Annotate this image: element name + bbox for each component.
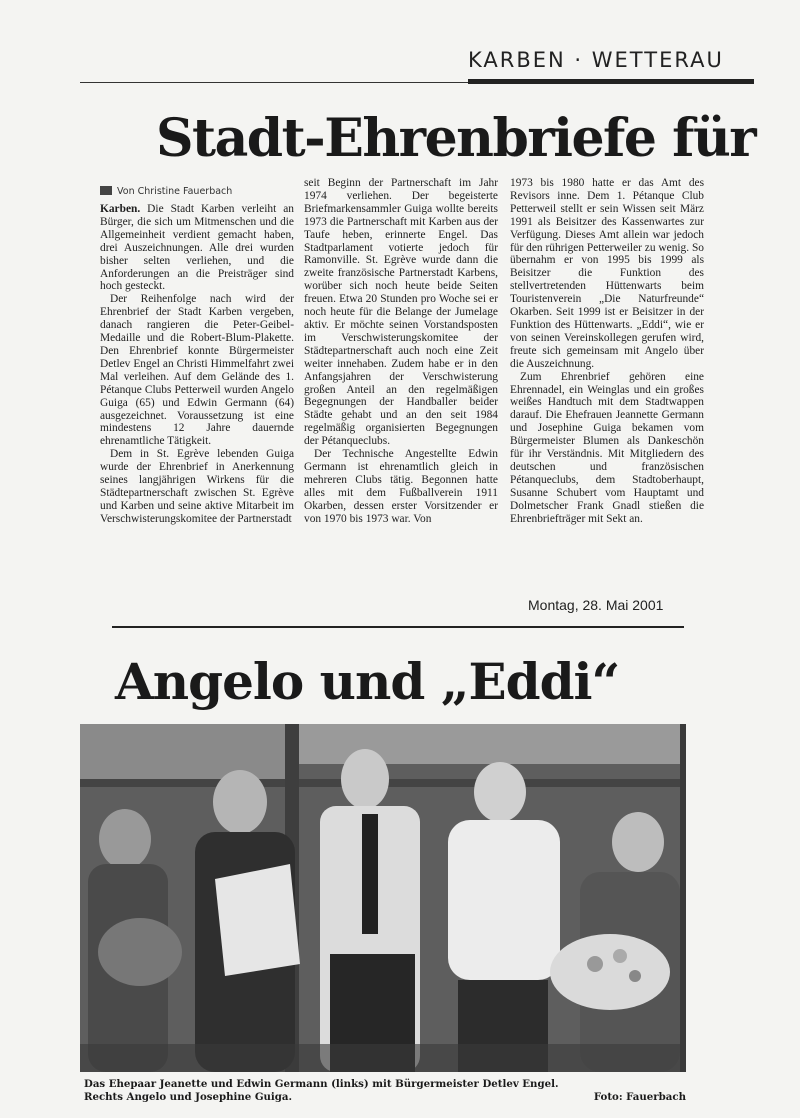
byline-square-icon xyxy=(100,186,112,195)
dateline: Karben. xyxy=(100,203,141,215)
headline-top: Stadt-Ehrenbriefe für xyxy=(156,108,756,169)
article-column-1 xyxy=(100,203,294,526)
caption-text: Das Ehepaar Jeanette und Edwin Germann (links) mit Bürgermeister Detlev Engel. Rechts Angelo und Josephine Guiga. xyxy=(84,1078,559,1103)
section-rule xyxy=(468,79,754,84)
publication-date: Montag, 28. Mai 2001 xyxy=(528,597,664,613)
news-photo xyxy=(80,724,686,1072)
photo-caption xyxy=(84,1078,688,1104)
section-label: KARBEN · WETTERAU xyxy=(468,48,724,72)
byline xyxy=(100,186,232,197)
paragraph: 1973 bis 1980 hatte er das Amt des Revisors inne. Dem 1. Pétanque Club Petterweil stellt er sein Wissen seit März 1991 als Beisitzer des Kassenwartes zur Verfügung. Dieses Amt allein war jedoch für den rührigen Petterweiler zu wenig. So übernahm er von 1995 bis 1999 als Beisitzer die Funktion des stellvertretenden Hüttenwarts beim Touristenverein „Die Naturfreunde“ Okarben. Seit 1999 ist er Beisitzer in der Funktion des Hüttenwarts. „Eddi“, wie er von seinen Vereinskollegen gerufen wird, freute sich gemeinsam mit Angelo über die Auszeichnung. xyxy=(510,177,704,370)
photo-illustration xyxy=(80,724,686,1072)
article-column-3 xyxy=(510,177,704,525)
header-rule xyxy=(80,82,470,83)
paragraph: Der Technische Angestellte Edwin Germann ist ehrenamtlich gleich in mehreren Clubs tätig. Begonnen hatte alles mit dem Fußballverein 1911 Okarben, dessen erster Vorsitzender er von 1970 bis 1973 war. Von xyxy=(304,448,498,525)
paragraph: Der Reihenfolge nach wird der Ehrenbrief der Stadt Karben vergeben, danach rangieren die Peter-Geibel-Medaille und die Robert-Blum-Plakette. Den Ehrenbrief konnte Bürgermeister Detlev Engel an Christi Himmelfahrt zwei Mal verleihen. Auf dem Gelände des 1. Pétanque Clubs Petterweil wurden Angelo Guiga (65) und Edwin Germann (64) ausgezeichnet. Voraussetzung ist eine mindestens 12 Jahre dauernde ehrenamtliche Tätigkeit. xyxy=(100,293,294,448)
article-column-2 xyxy=(304,177,498,525)
date-rule xyxy=(112,626,684,628)
headline-bottom: Angelo und „Eddi“ xyxy=(115,652,620,711)
byline-text: Von Christine Fauerbach xyxy=(117,186,233,197)
paragraph: Dem in St. Egrève lebenden Guiga wurde der Ehrenbrief in Anerkennung seines langjährigen Wirkens für die Städtepartnerschaft zwischen St. Egrève und Karben und seine aktive Mitarbeit im Verschwisterungskomitee der Partnerstadt xyxy=(100,448,294,525)
paragraph-text: Die Stadt Karben verleiht an Bürger, die sich um Mitmenschen und die Allgemeinheit verdient gemacht haben, drei Auszeichnungen. Alle drei wurden bisher selten verliehen, und die Anforderungen an die Preisträger sind hoch gesteckt. xyxy=(100,203,294,293)
paragraph: seit Beginn der Partnerschaft im Jahr 1974 verliehen. Der begeisterte Briefmarkensammler Guiga wollte bereits 1973 die Partnerschaft mit Karben aus der Taufe heben, erinnerte Engel. Das Stadtparlament votierte jedoch für Ramonville. St. Egrève wurde dann die zweite französische Partnerstadt Karbens, worüber sich noch heute beide Seiten freuen. Etwa 20 Stunden pro Woche sei er noch heute für die Belange der Jumelage aktiv. Er möchte seinen Vorstandsposten im Verschwisterungskomitee der Städtepartnerschaft auch noch eine Zeit weiter innehaben. Zudem habe er in den Anfangsjahren der Verschwisterung großen Anteil an den regelmäßigen Begegnungen der Handballer beider Städte gehabt und an den seit 1984 regelmäßig organisierten Begegnungen der Pétanqueclubs. xyxy=(304,177,498,448)
paragraph: Zum Ehrenbrief gehören eine Ehrennadel, ein Weinglas und ein großes weißes Handtuch mit dem Stadtwappen darauf. Die Ehefrauen Jeannette Germann und Josephine Guiga bekamen vom Bürgermeister Blumen als Dankeschön für ihr Verständnis. Mit Mitgliedern des deutschen und französischen Pétanqueclubs, dem Stadtoberhaupt, Susanne Schubert vom Hauptamt und Dolmetscher Frank Gnadl stießen die Ehrenbriefträger mit Sekt an. xyxy=(510,370,704,525)
paragraph xyxy=(100,203,294,293)
photo-credit: Foto: Fauerbach xyxy=(593,1091,686,1103)
